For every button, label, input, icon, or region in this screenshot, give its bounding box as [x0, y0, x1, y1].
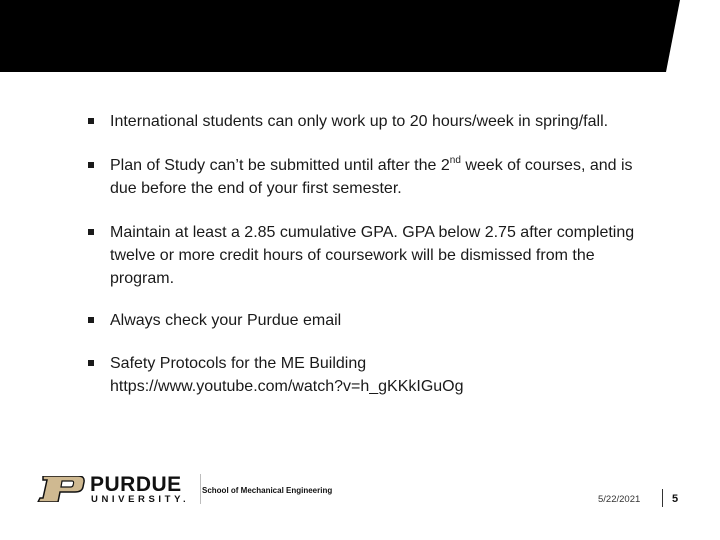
bullet-text: International students can only work up to 20 hours/week in spring/fall. [110, 113, 609, 130]
bullet-marker [88, 162, 94, 168]
footer-divider [662, 489, 663, 507]
bullet-list [88, 110, 648, 398]
bullet-text: Plan of Study can’t be submitted until after the 2 [110, 157, 450, 174]
bullet-safety [88, 352, 648, 398]
bullet-marker [88, 118, 94, 124]
bullet-email [88, 309, 648, 332]
logo-university: UNIVERSITY. [91, 494, 190, 505]
safety-video-link[interactable]: https://www.youtube.com/watch?v=h_gKKkIGuOg [110, 378, 464, 395]
superscript-nd: nd [449, 154, 461, 166]
purdue-logo [34, 474, 334, 506]
bullet-text-continued: week of courses, and is due before the end of your first semester. [110, 157, 633, 197]
bullet-text: Maintain at least a 2.85 cumulative GPA. GPA below 2.75 after completing twelve or more credit hours of coursework will be dismissed from the program. [110, 224, 635, 287]
bullet-marker [88, 229, 94, 235]
bullet-text: Always check your Purdue email [110, 312, 342, 329]
logo-divider [200, 474, 201, 504]
page-number: 5 [672, 493, 679, 505]
bullet-text: Safety Protocols for the ME Building [110, 355, 367, 372]
bullet-marker [88, 360, 94, 366]
header-bar [0, 0, 720, 72]
bullet-plan-of-study [88, 154, 648, 200]
department-name: School of Mechanical Engineering [202, 486, 333, 495]
bullet-marker [88, 317, 94, 323]
logo-wordmark: PURDUE [90, 473, 182, 496]
bullet-work-hours [88, 110, 648, 133]
bullet-gpa [88, 221, 648, 290]
slide-date: 5/22/2021 [598, 494, 641, 505]
purdue-p-icon [34, 476, 86, 502]
